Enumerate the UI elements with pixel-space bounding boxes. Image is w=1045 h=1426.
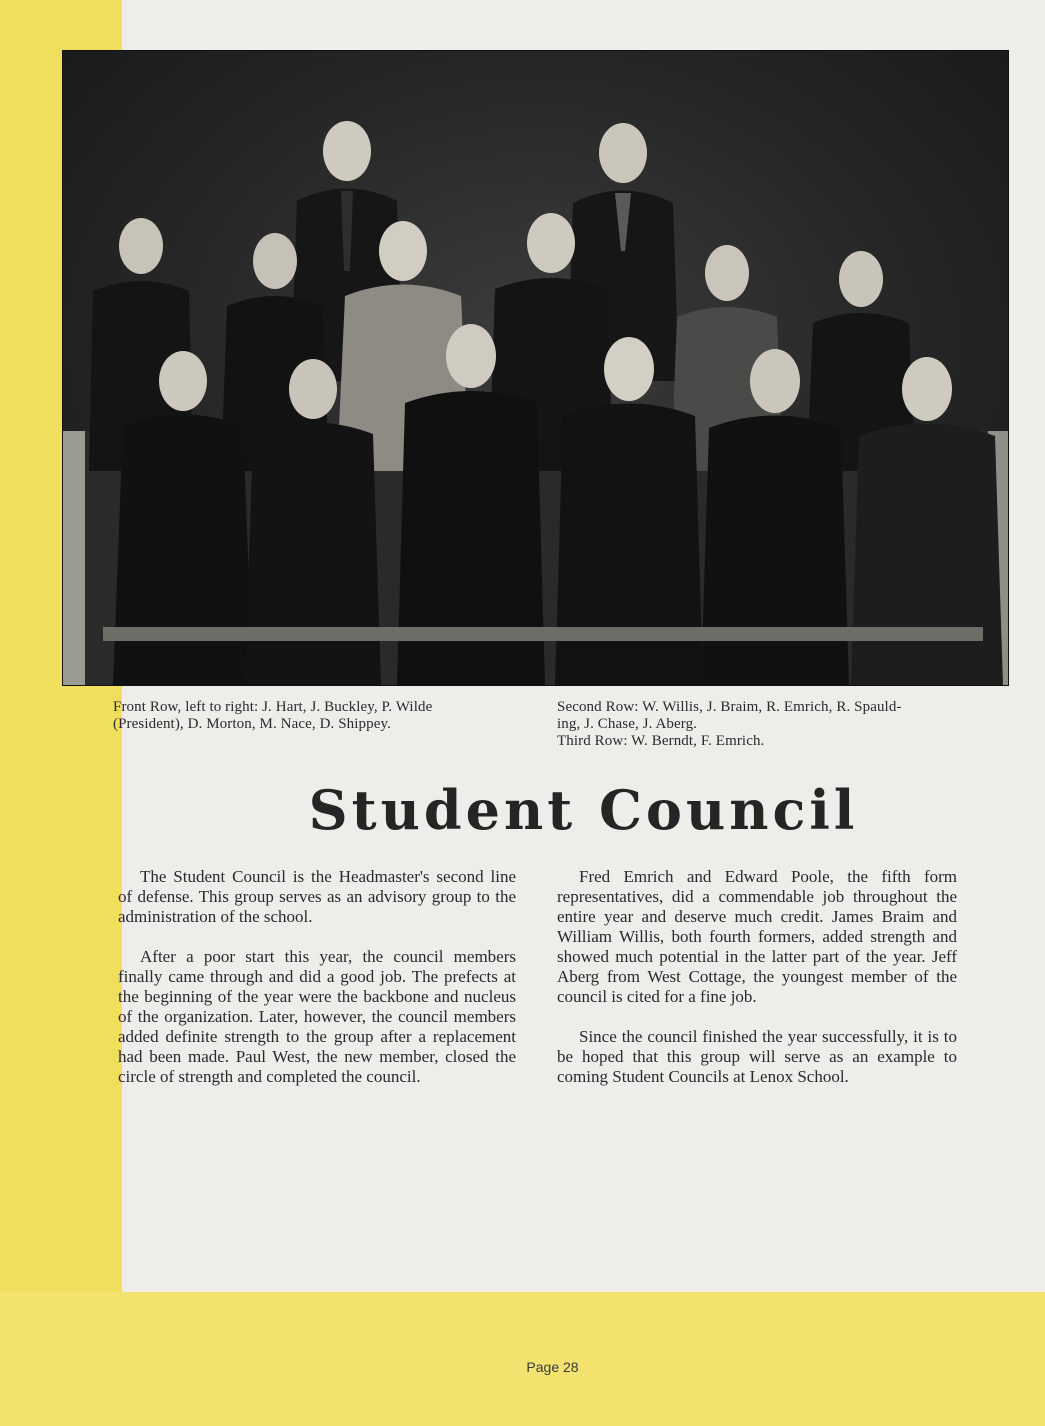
caption-right-line-3: Third Row: W. Berndt, F. Emrich. [557,733,765,749]
body-column-left [118,867,516,1107]
caption-right-line-1: Second Row: W. Willis, J. Braim, R. Emrich, R. Spauld- [557,699,902,715]
caption-left-line-2: (President), D. Morton, M. Nace, D. Shippey. [113,716,391,732]
caption-left-line-1: Front Row, left to right: J. Hart, J. Buckley, P. Wilde [113,699,433,715]
paragraph: Since the council finished the year successfully, it is to be hoped that this group will serve as an example to coming Student Councils at Lenox School. [557,1027,957,1086]
body-column-right [557,867,957,1107]
paragraph: The Student Council is the Headmaster's second line of defense. This group serves as an advisory group to the administration of the school. [118,867,516,926]
caption-second-third-row [557,699,967,750]
page-title: Student Council [308,778,859,842]
group-photo [62,50,1009,686]
caption-right-line-2: ing, J. Chase, J. Aberg. [557,716,698,732]
caption-front-row [113,699,518,733]
page-number: Page 28 [526,1359,579,1375]
paragraph: Fred Emrich and Edward Poole, the fifth form representatives, did a commendable job throughout the entire year and deserve much credit. James Braim and William Willis, both fourth formers, added strength and showed much potential in the latter part of the year. Jeff Aberg from West Cottage, the youngest member of the council is cited for a fine job. [557,867,957,1006]
group-photo-icon [63,51,1008,685]
paragraph: After a poor start this year, the council members finally came through and did a good job. The prefects at the beginning of the year were the backbone and nucleus of the organization. Later, however, the council members added definite strength to the group after a replacement had been made. Paul West, the new member, closed the circle of strength and completed the council. [118,947,516,1086]
